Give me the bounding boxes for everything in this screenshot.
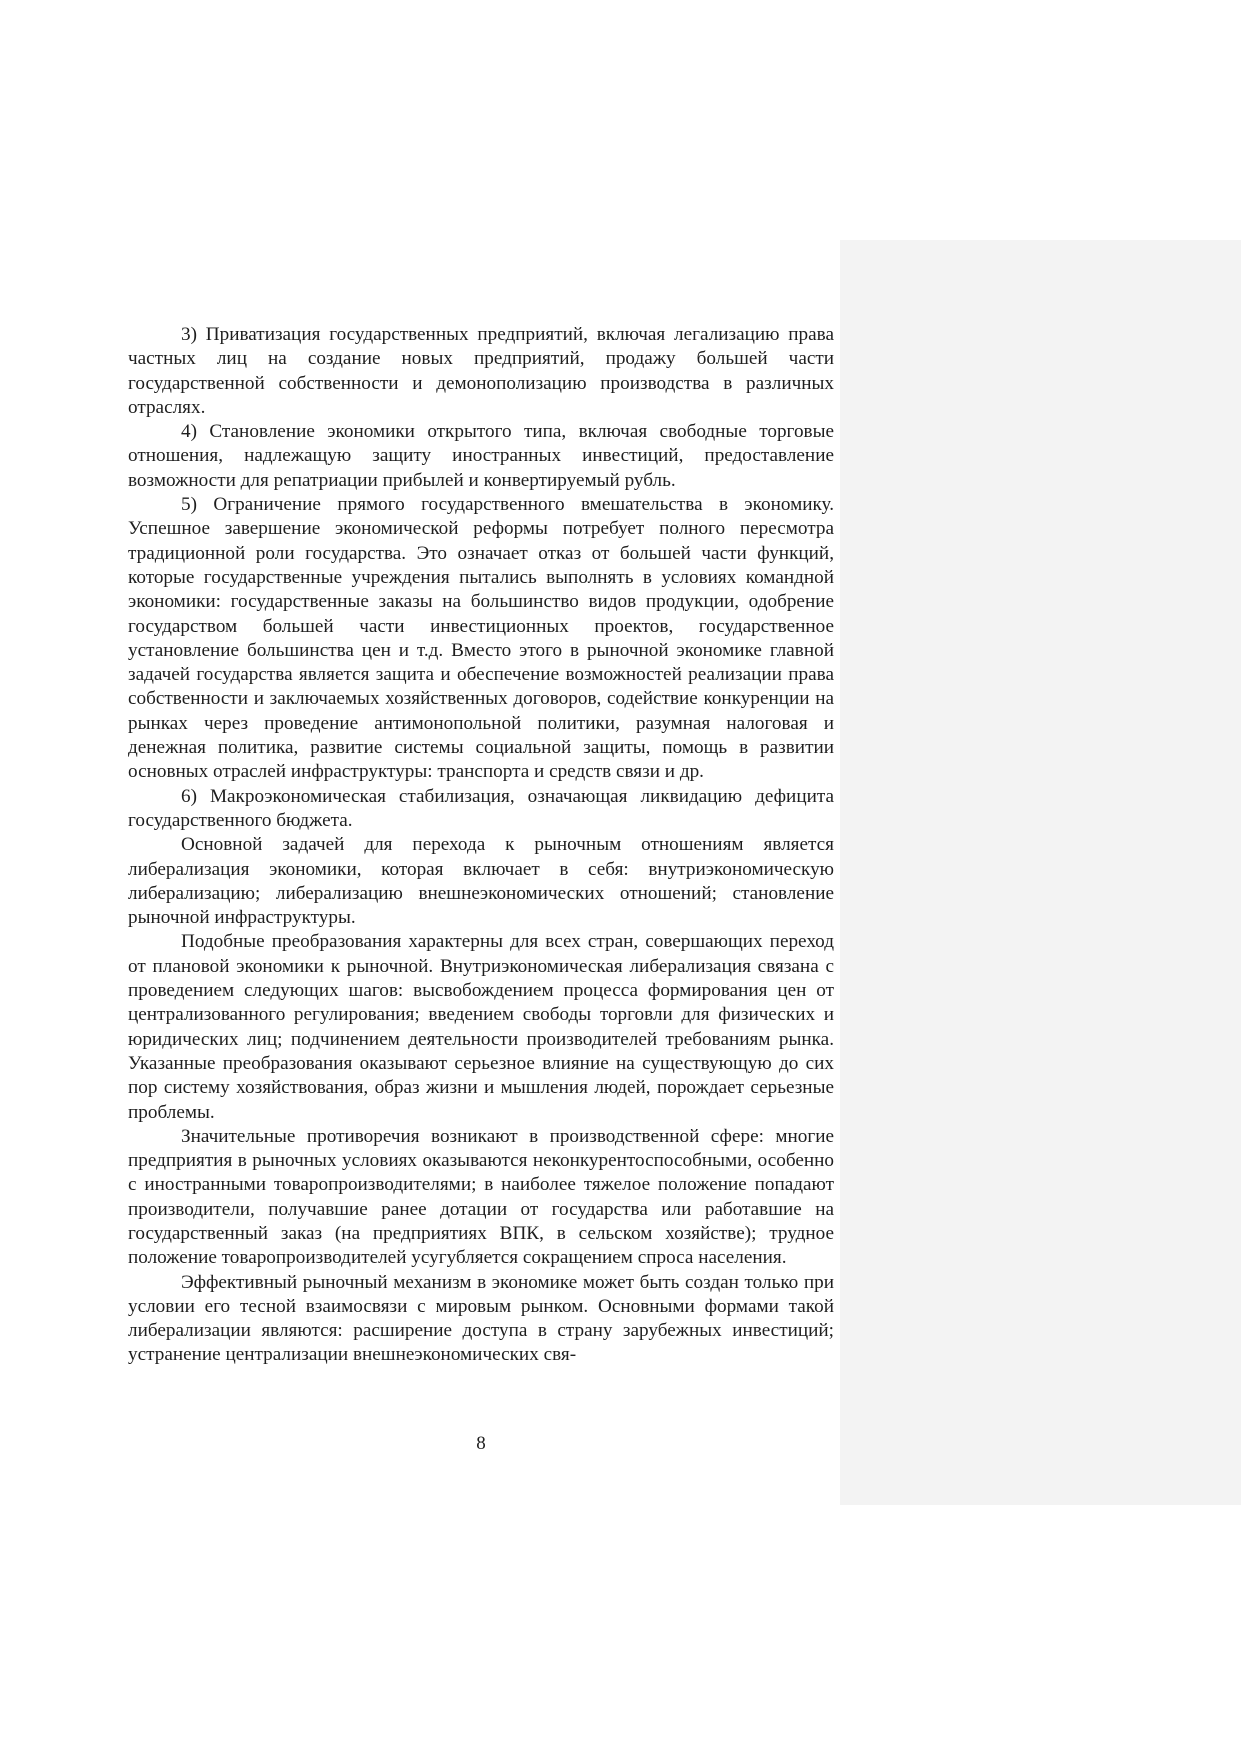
paragraph-contradictions: Значительные противоречия возникают в производственной сфере: многие предприятия в рыночных условиях оказываются неконкурентоспособными, особенно с иностранными товаропроизводителями; в наиболее тяжелое положение попадают производители, получавшие ранее дотации от государства или работавшие на государственный заказ (на предприятиях ВПК, в сельском хозяйстве); трудное положение товаропроизводителей усугубляется сокращением спроса населения.: [128, 1125, 834, 1269]
paragraph-transformations: Подобные преобразования характерны для всех стран, совершающих переход от плановой экономики к рыночной. Внутриэкономическая либерализация связана с проведением следующих шагов: высвобождением процесса формирования цен от централизованного регулирования; введением свободы торговли для физических и юридических лиц; подчинением деятельности производителей требованиям рынка. Указанные преобразования оказывают серьезное влияние на существующую до сих пор систему хозяйствования, образ жизни и мышления людей, порождает серьезные проблемы.: [128, 931, 834, 1123]
page-number: 8: [476, 1433, 486, 1454]
comment-pane: [840, 240, 1241, 1505]
paragraph-liberalization-task: Основной задачей для перехода к рыночным отношениям является либерализация экономики, которая включает в себя: внутриэкономическую либерализацию; либерализацию внешнеэкономических отношений; становление рыночной инфраструктуры.: [128, 834, 834, 929]
page-body: [128, 323, 834, 1368]
paragraph-open-economy: 4) Становление экономики открытого типа, включая свободные торговые отношения, надлежащую защиту иностранных инвестиций, предоставление возможности для репатриации прибылей и конвертируемый рубль.: [128, 421, 834, 491]
paragraph-privatization: 3) Приватизация государственных предприятий, включая легализацию права частных лиц на создание новых предприятий, продажу большей части государственной собственности и демонополизацию производства в различных отраслях.: [128, 324, 834, 418]
paragraph-macro-stabilization: 6) Макроэкономическая стабилизация, означающая ликвидацию дефицита государственного бюджета.: [128, 785, 834, 831]
paragraph-market-mechanism: Эффективный рыночный механизм в экономике может быть создан только при условии его тесной взаимосвязи с мировым рынком. Основными формами такой либерализации являются: расширение доступа в страну зарубежных инвестиций; устранение централизации внешнеэкономических свя-: [128, 1271, 834, 1366]
paragraph-state-intervention: 5) Ограничение прямого государственного вмешательства в экономику. Успешное завершение экономической реформы потребует полного пересмотра традиционной роли государства. Это означает отказ от большей части функций, которые государственные учреждения пытались выполнять в условиях командной экономики: государственные заказы на большинство видов продукции, одобрение государством большей части инвестиционных проектов, государственное установление большинства цен и т.д. Вместо этого в рыночной экономике главной задачей государства является защита и обеспечение возможностей реализации права собственности и заключаемых хозяйственных договоров, содействие конкуренции на рынках через проведение антимонопольной политики, разумная налоговая и денежная политика, развитие системы социальной защиты, помощь в развитии основных отраслей инфраструктуры: транспорта и средств связи и др.: [128, 494, 834, 783]
